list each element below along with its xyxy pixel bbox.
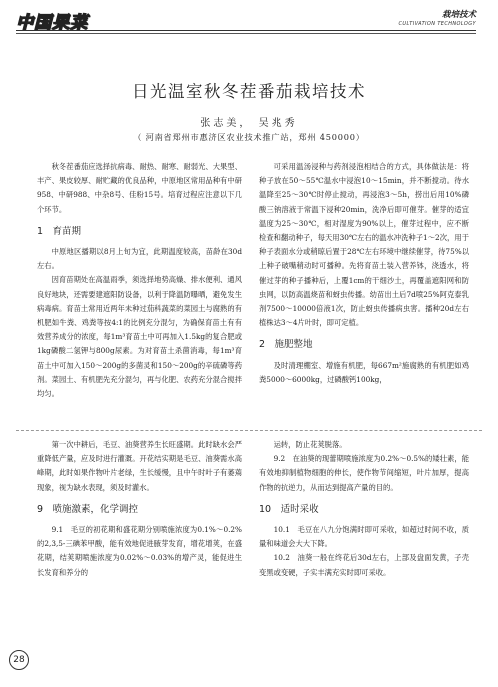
paragraph: 10.2 油葵一般在终花后30d左右，上部及盘面发黄，子壳变黑或变硬，子实丰满充实时即可采收。 bbox=[259, 553, 469, 577]
journal-section-title: 栽培技术 bbox=[441, 10, 476, 20]
page-number: 28 bbox=[9, 650, 29, 670]
paragraph: 10.1 毛豆在八九分饱满时即可采收，如超过时间不收，质量和味道会大大下降。 bbox=[259, 525, 469, 549]
column-4 bbox=[259, 438, 469, 580]
paragraph: 第一次中耕后，毛豆、油葵营养生长旺盛期。此时缺水会严重降低产量，应及时进行灌溉。开花结实期是毛豆、油葵需水高峰期，此时如果作物叶片老绿，生长缓慢，且中午时叶子有萎蔫现象，视为缺水表现，须及时灌水。 bbox=[37, 440, 242, 492]
paragraph: 9.2 在油葵的现蕾期喷施浓度为0.2%～0.5%的矮壮素，能有效地抑制植物细胞的伸长，使作物节间缩短，叶片加厚，提高作物的抗逆力，从而达到提高产量的目的。 bbox=[259, 454, 469, 492]
article-authors: 张志美， 吴兆秀 bbox=[200, 118, 298, 129]
column-1 bbox=[37, 160, 242, 401]
header-rule bbox=[16, 30, 476, 31]
journal-section-subtitle: CULTIVATION TECHNOLOGY bbox=[398, 21, 476, 27]
paragraph: 及时清理棚室、增施有机肥，每667m²施腐熟的有机肥如鸡粪5000～6000kg，过磷酸钙100kg， bbox=[259, 360, 469, 384]
paragraph: 运转，防止花荚脱落。 bbox=[273, 440, 347, 449]
section-divider bbox=[16, 430, 482, 431]
paragraph: 秋冬茬番茄应选择抗病毒、耐热、耐寒、耐弱光、大果型、丰产、果皮较厚、耐贮藏的优良品种，中原地区常用品种有中研958、中研988、中杂8号、佳粉15号。培育过程应注意以下几个环节。 bbox=[37, 162, 242, 214]
article-title: 日光温室秋冬茬番茄栽培技术 bbox=[132, 82, 366, 101]
paragraph: 因育苗期处在高温雨季，须选择地势高燥、排水便利、通风良好地块，还需要建遮阳防设备，以利于降温防曝晒，避免发生病毒病。育苗土常用近两年未种过茄科蔬菜的菜园土与腐熟的有机肥如牛粪、鸡粪等按4:1的比例充分混匀，为确保育苗土有有效营养成分的浓度，每1m³育苗土中可再加入1.5kg的复合肥或1kg磷酸二氢钾与800g尿素。为对育苗土杀菌消毒，每1m³育苗土中可加入150～200g的多菌灵和150～200g的辛硫磷等药剂。菜园土、有机肥先充分混匀，再与化肥、农药充分混合搅拌均匀。 bbox=[37, 275, 242, 399]
header-rule-thin bbox=[16, 33, 476, 34]
paragraph: 可采用温汤浸种与药剂浸泡相结合的方式，具体做法是：将种子放在50～55℃温水中浸泡10～15min，并不断搅动。待水温降至25～30℃时停止搅动，再浸泡3～5h，捞出后用10%磷酸三钠溶液于常温下浸种20min，洗净后即可催芽。催芽的适宜温度为25～30℃，相对湿度为90%以上，催芽过程中，应不断检查和翻动种子，每天用30℃左右的温水冲洗种子1～2次，用于种子表面水分或稍晾后置于28℃左右环境中继续催芽，待75%以上种子破嘴稍动时可播种。先将育苗土装入营养钵，浇透水，将催过芽的种子播种后，上覆1cm的干细沙土，再覆盖遮阳网和防虫网，以防高温烧苗和蚜虫传播。幼苗出土后7d喷25%阿克泰乳剂7500～10000倍液1次，防止蚜虫传播病虫害。播种20d左右植株达3～4片叶时，即可定植。 bbox=[259, 162, 469, 328]
section-heading: 1 育苗期 bbox=[37, 225, 82, 237]
section-heading: 9 喷施激素，化学调控 bbox=[37, 503, 139, 515]
column-3 bbox=[37, 438, 242, 580]
column-2 bbox=[259, 160, 469, 387]
section-heading: 10 适时采收 bbox=[259, 503, 319, 515]
journal-header bbox=[399, 8, 477, 27]
paragraph: 中原地区播期以8月上旬为宜，此期温度较高，苗龄在30d左右。 bbox=[37, 247, 242, 271]
journal-logo: 中国果菜 bbox=[16, 13, 88, 33]
article-affiliation: （ 河南省郑州市惠济区农业技术推广站，郑州 450000） bbox=[133, 132, 365, 142]
paragraph: 9.1 毛豆的初花期和盛花期分别喷施浓度为0.1%～0.2%的2,3,5-三碘苯甲酸，能有效地促进腋芽发育，增花增荚，在盛花期，结荚期喷施浓度为0.02%～0.03%的增产灵，能促进生长发育和养分的 bbox=[37, 525, 242, 577]
section-heading: 2 施肥整地 bbox=[259, 339, 313, 351]
